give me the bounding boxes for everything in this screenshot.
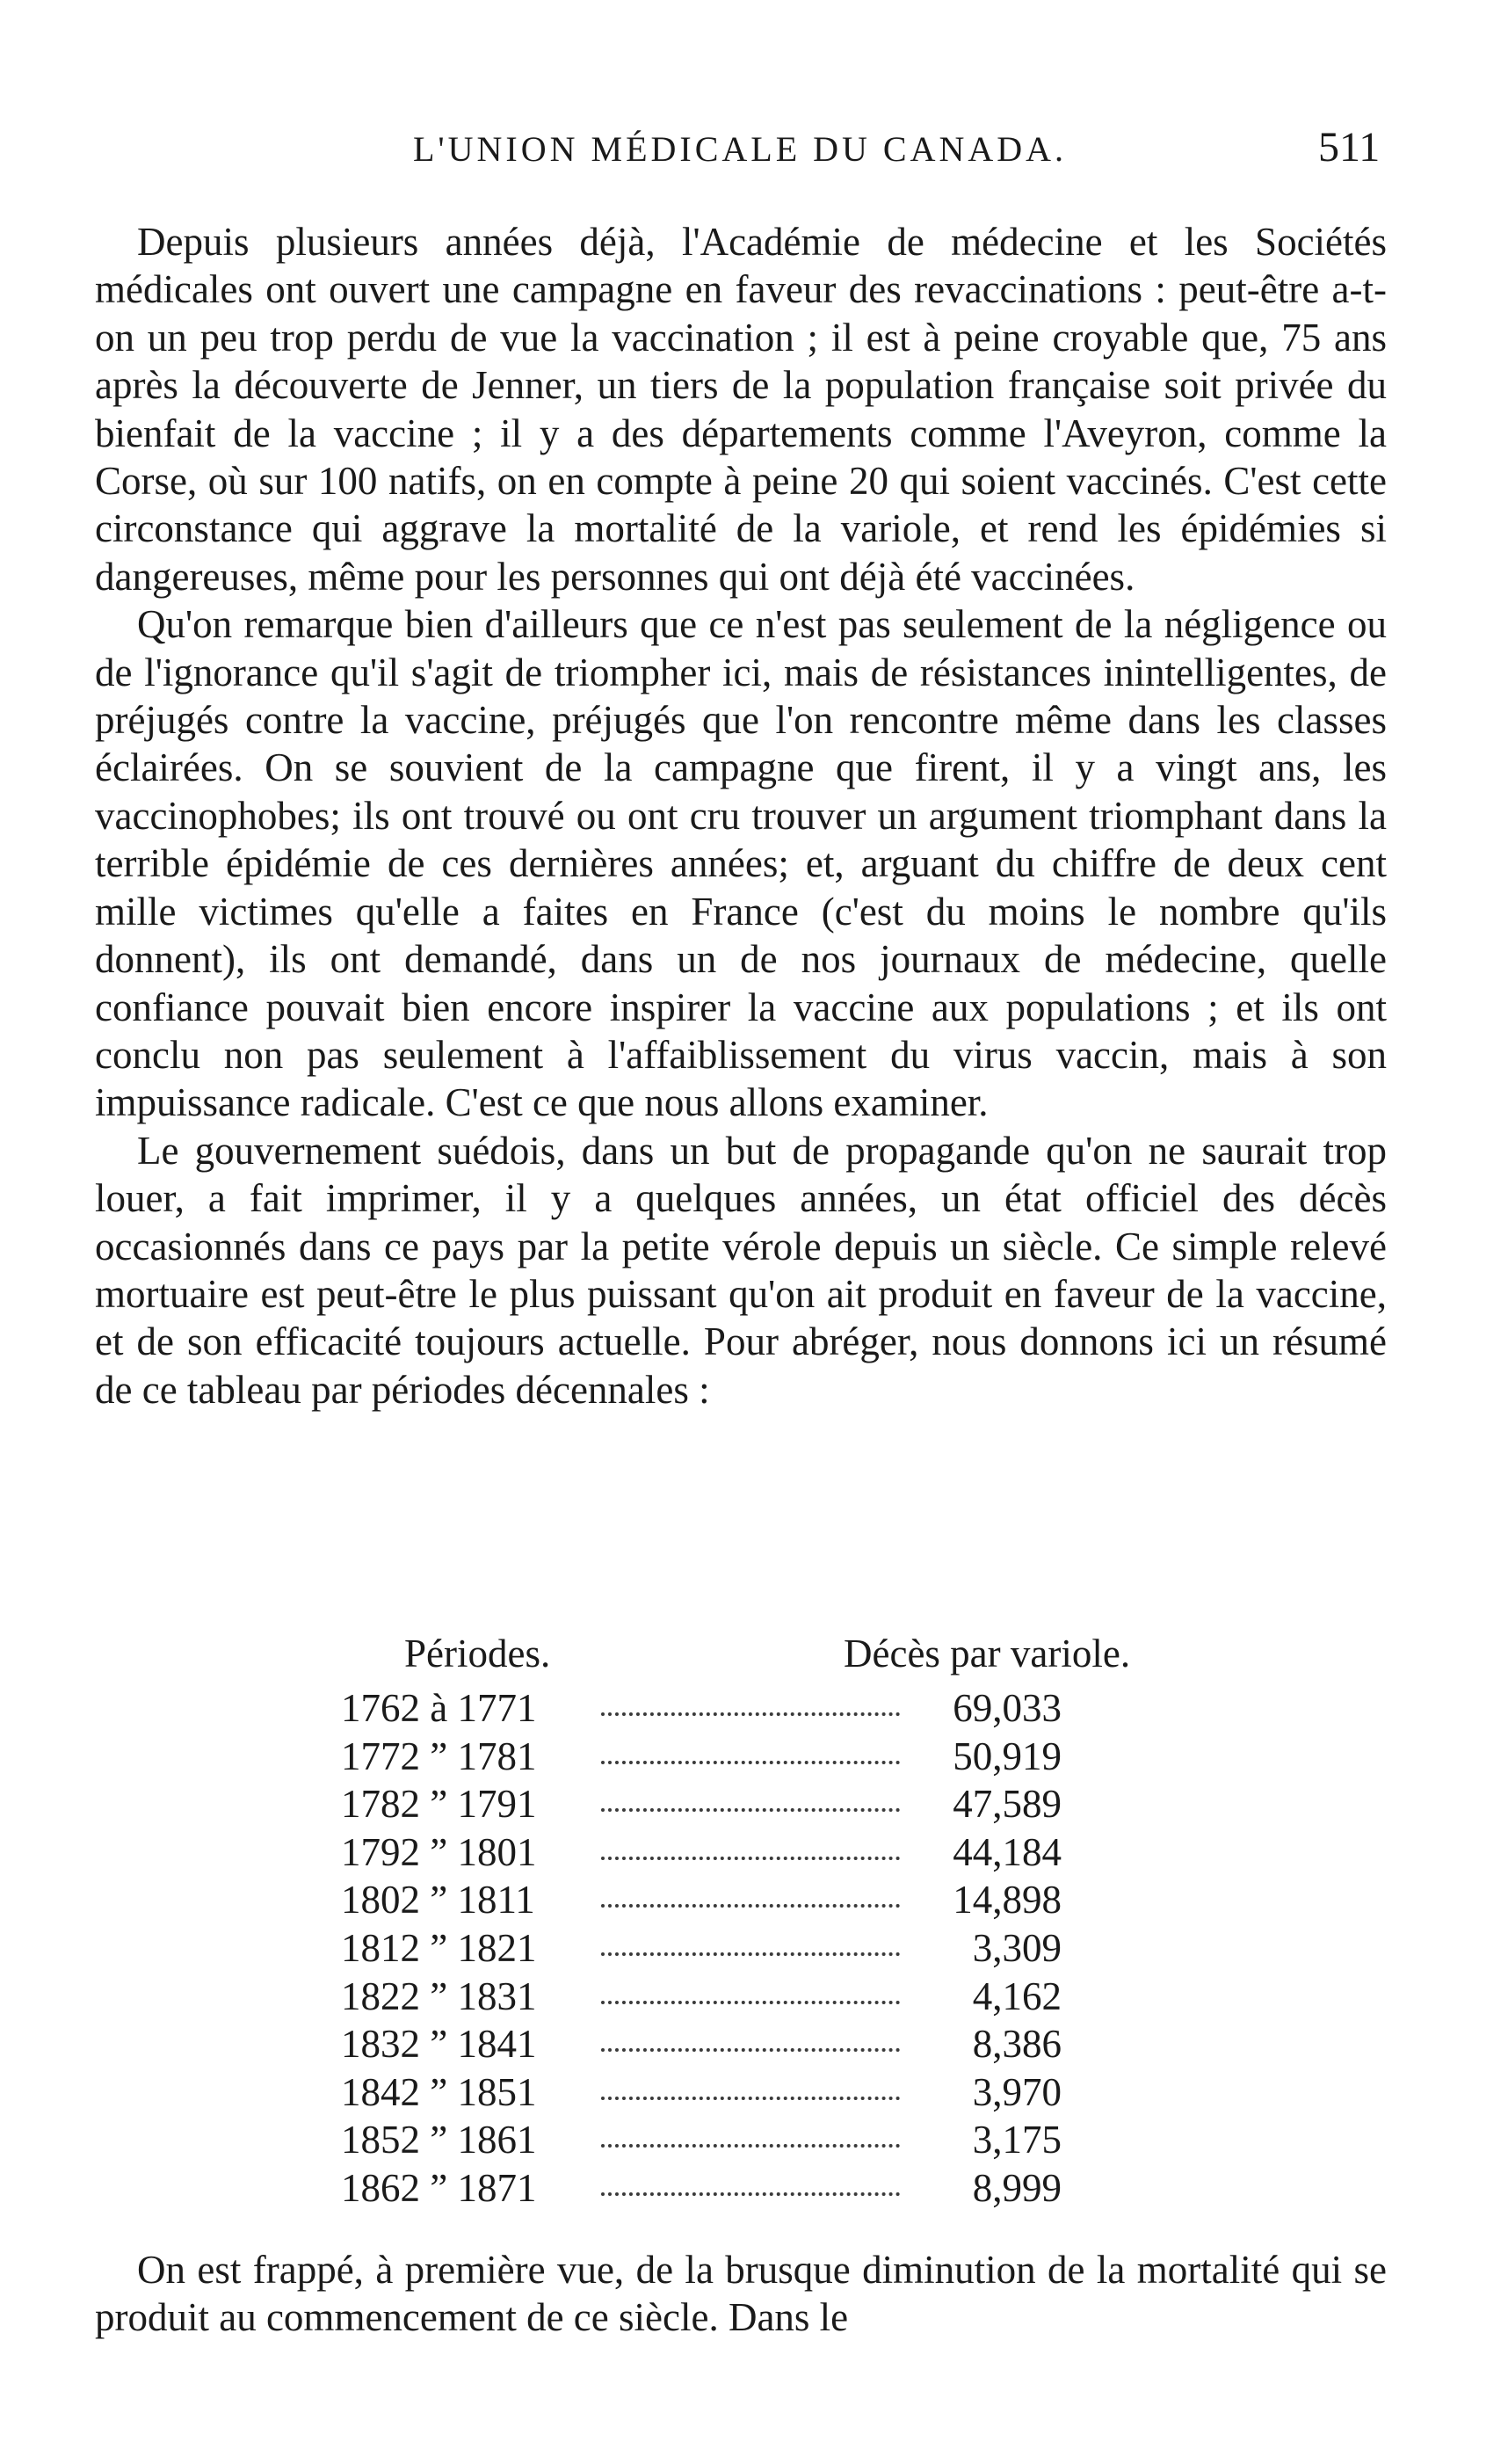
table-row	[341, 1685, 1062, 1734]
table-row	[341, 1734, 1062, 1782]
dot-leader	[601, 1952, 900, 1956]
table-row	[341, 1829, 1062, 1878]
paragraph-swedish-report: Le gouvernement suédois, dans un but de propagande qu'on ne saurait trop louer, a fait imprimer, il y a quelques années, un état officiel des décès occasionnés dans ce pays par la petite vérole depuis un siècle. Ce simple relevé mortuaire est peut-être le plus puissant qu'on ait produit en faveur de la vaccine, et de son efficacité toujours actuelle. Pour abréger, nous donnons ici un résumé de ce tableau par périodes décennales :	[95, 1128, 1387, 1412]
period-cell: 1782 ” 1791	[341, 1782, 537, 1827]
period-cell: 1762 à 1771	[341, 1686, 537, 1730]
table-row	[341, 2021, 1062, 2069]
period-cell: 1862 ” 1871	[341, 2165, 537, 2210]
dot-leader	[601, 2048, 900, 2052]
dot-leader	[601, 2192, 900, 2196]
period-cell: 1822 ” 1831	[341, 1973, 537, 2018]
dot-leader	[601, 2001, 900, 2004]
table-row	[341, 2117, 1062, 2165]
period-cell: 1852 ” 1861	[341, 2118, 537, 2162]
table-row	[341, 1877, 1062, 1925]
page-number: 511	[1318, 124, 1381, 171]
dot-leader	[601, 2144, 900, 2148]
deaths-cell: 8,386	[972, 2022, 1062, 2067]
period-cell: 1832 ” 1841	[341, 2022, 537, 2067]
table-header	[341, 1631, 1229, 1685]
deaths-cell: 47,589	[953, 1782, 1062, 1827]
dot-leader	[601, 2097, 900, 2100]
table-row	[341, 1781, 1062, 1829]
column-header-deaths: Décès par variole.	[844, 1632, 1131, 1675]
table-row	[341, 1925, 1062, 1973]
deaths-cell: 69,033	[953, 1686, 1062, 1730]
table-row	[341, 2069, 1062, 2118]
paragraph-closing: On est frappé, à première vue, de la brusque diminution de la mortalité qui se produit au commencement de ce siècle. Dans le	[95, 2248, 1387, 2340]
page-header	[0, 123, 1508, 185]
deaths-cell: 4,162	[972, 1973, 1062, 2018]
paragraph-revaccination: Depuis plusieurs années déjà, l'Académie de médecine et les Sociétés médicales ont ouvert une campagne en faveur des revaccinations : peut-être a-t-on un peu trop perdu de vue la vaccination ; il est à peine croyable que, 75 ans après la découverte de Jenner, un tiers de la population française soit privée du bienfait de la vaccine ; il y a des départements comme l'Aveyron, comme la Corse, où sur 100 natifs, on en compte à peine 20 qui soient vaccinés. C'est cette circonstance qui aggrave la mortalité de la variole, et rend les épidémies si dangereuses, même pour les personnes qui ont déjà été vaccinées.	[95, 220, 1387, 599]
column-header-periods: Périodes.	[404, 1632, 551, 1675]
dot-leader	[601, 1857, 900, 1860]
period-cell: 1802 ” 1811	[341, 1878, 535, 1923]
deaths-cell: 3,309	[972, 1925, 1062, 1970]
deaths-cell: 50,919	[953, 1734, 1062, 1778]
period-cell: 1792 ” 1801	[341, 1829, 537, 1874]
deaths-cell: 8,999	[972, 2165, 1062, 2210]
deaths-cell: 14,898	[953, 1878, 1062, 1923]
smallpox-deaths-table	[341, 1631, 1229, 2213]
period-cell: 1772 ” 1781	[341, 1734, 537, 1778]
deaths-cell: 3,175	[972, 2118, 1062, 2162]
closing-text	[95, 2246, 1387, 2342]
table-row	[341, 2165, 1062, 2213]
dot-leader	[601, 1904, 900, 1908]
paragraph-vaccinophobes: Qu'on remarque bien d'ailleurs que ce n'est pas seulement de la négligence ou de l'ignorance qu'il s'agit de triompher ici, mais de résistances inintelligentes, de préjugés contre la vaccine, préjugés que l'on rencontre même dans les classes éclairées. On se souvient de la campagne que firent, il y a vingt ans, les vaccinophobes; ils ont trouvé ou ont cru trouver un argument triomphant dans la terrible épidémie de ces dernières années; et, arguant du chiffre de deux cent mille victimes qu'elle a faites en France (c'est du moins le nombre qu'ils donnent), ils ont demandé, dans un de nos journaux de médecine, quelle confiance pouvait bien encore inspirer la vaccine aux populations ; et ils ont conclu non pas seulement à l'affaiblissement du virus vaccin, mais à son impuissance radicale. C'est ce que nous allons examiner.	[95, 602, 1387, 1125]
deaths-cell: 3,970	[972, 2069, 1062, 2114]
deaths-cell: 44,184	[953, 1829, 1062, 1874]
period-cell: 1842 ” 1851	[341, 2069, 537, 2114]
running-head: L'UNION MÉDICALE DU CANADA.	[413, 129, 1068, 169]
dot-leader	[601, 1712, 900, 1716]
period-cell: 1812 ” 1821	[341, 1925, 537, 1970]
body-text	[95, 218, 1387, 1414]
dot-leader	[601, 1808, 900, 1812]
dot-leader	[601, 1761, 900, 1764]
table-row	[341, 1973, 1062, 2022]
table-rows	[341, 1685, 1229, 2213]
